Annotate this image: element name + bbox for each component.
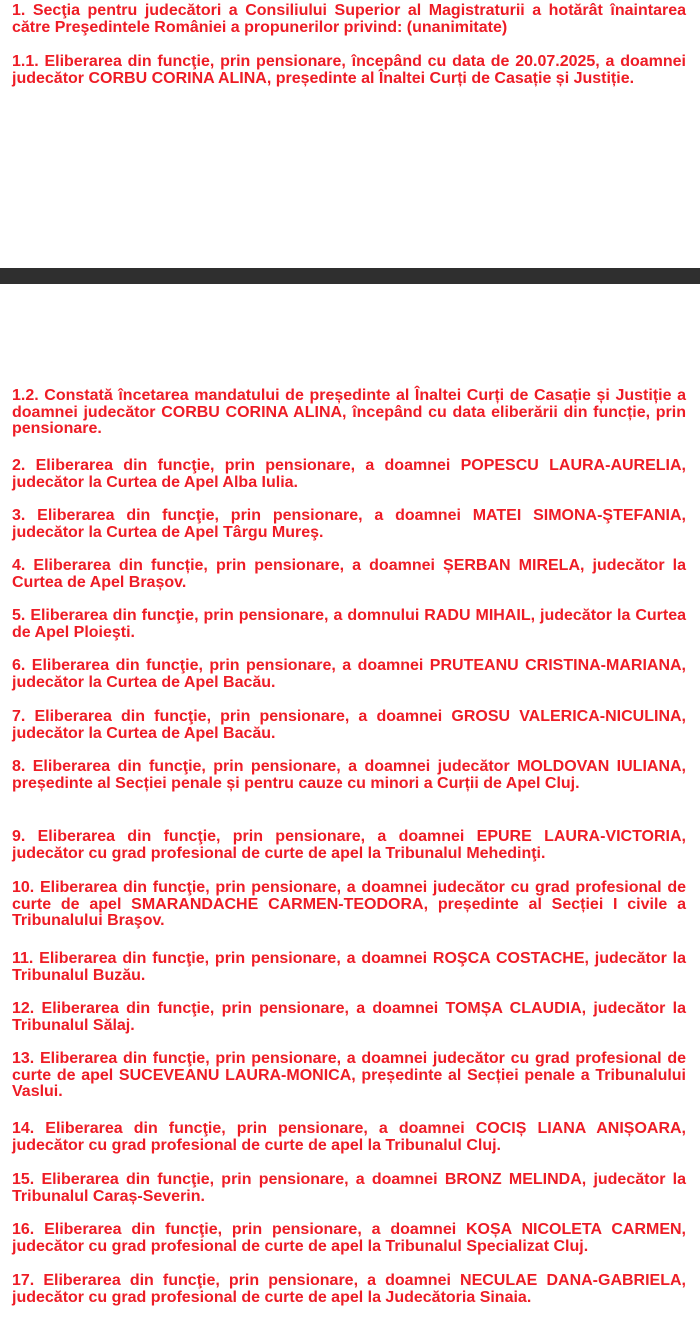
paragraph-11: 11. Eliberarea din funcţie, prin pensionare, a doamnei ROŞCA COSTACHE, judecător la Tribunalul Buzău. — [12, 950, 686, 984]
paragraph-1-intro: 1. Secţia pentru judecători a Consiliului Superior al Magistraturii a hotărât înaintarea către Preşedintele României a propunerilor privind: (unanimitate) — [12, 2, 686, 36]
paragraph-1-1: 1.1. Eliberarea din funcţie, prin pensionare, începând cu data de 20.07.2025, a doamnei judecător CORBU CORINA ALINA, președinte al Înaltei Curți de Casație și Justiție. — [12, 53, 686, 87]
paragraph-1-2: 1.2. Constată încetarea mandatului de președinte al Înaltei Curți de Casație și Justiție a doamnei judecător CORBU CORINA ALINA, începând cu data eliberării din funcție, prin pensionare. — [12, 387, 686, 437]
paragraph-13: 13. Eliberarea din funcţie, prin pensionare, a doamnei judecător cu grad profesional de curte de apel SUCEVEANU LAURA-MONICA, președinte al Secției penale a Tribunalului Vaslui. — [12, 1050, 686, 1100]
paragraph-17: 17. Eliberarea din funcţie, prin pensionare, a doamnei NECULAE DANA-GABRIELA, judecător cu grad profesional de curte de apel la Judecătoria Sinaia. — [12, 1272, 686, 1306]
paragraph-6: 6. Eliberarea din funcţie, prin pensionare, a doamnei PRUTEANU CRISTINA-MARIANA, judecător la Curtea de Apel Bacău. — [12, 657, 686, 691]
paragraph-14: 14. Eliberarea din funcţie, prin pensionare, a doamnei COCIȘ LIANA ANIȘOARA, judecător cu grad profesional de curte de apel la Tribunalul Cluj. — [12, 1120, 686, 1154]
paragraph-4: 4. Eliberarea din funcție, prin pensionare, a doamnei ȘERBAN MIRELA, judecător la Curtea de Apel Brașov. — [12, 557, 686, 591]
paragraph-8: 8. Eliberarea din funcţie, prin pensionare, a doamnei judecător MOLDOVAN IULIANA, președinte al Secției penale și pentru cauze cu minori a Curții de Apel Cluj. — [12, 758, 686, 792]
paragraph-12: 12. Eliberarea din funcţie, prin pensionare, a doamnei TOMȘA CLAUDIA, judecător la Tribunalul Sălaj. — [12, 1000, 686, 1034]
paragraph-10: 10. Eliberarea din funcţie, prin pensionare, a doamnei judecător cu grad profesional de curte de apel SMARANDACHE CARMEN-TEODORA, președinte al Secției I civile a Tribunalului Braşov. — [12, 879, 686, 929]
paragraph-2: 2. Eliberarea din funcţie, prin pensionare, a doamnei POPESCU LAURA-AURELIA, judecător la Curtea de Apel Alba Iulia. — [12, 457, 686, 491]
paragraph-3: 3. Eliberarea din funcţie, prin pensionare, a doamnei MATEI SIMONA-ŞTEFANIA, judecător la Curtea de Apel Târgu Mureş. — [12, 507, 686, 541]
paragraph-5: 5. Eliberarea din funcţie, prin pensionare, a domnului RADU MIHAIL, judecător la Curtea de Apel Ploieşti. — [12, 607, 686, 641]
page-divider — [0, 268, 700, 284]
paragraph-7: 7. Eliberarea din funcţie, prin pensionare, a doamnei GROSU VALERICA-NICULINA, judecător la Curtea de Apel Bacău. — [12, 708, 686, 742]
paragraph-15: 15. Eliberarea din funcţie, prin pensionare, a doamnei BRONZ MELINDA, judecător la Tribunalul Caraș-Severin. — [12, 1171, 686, 1205]
paragraph-16: 16. Eliberarea din funcţie, prin pensionare, a doamnei KOȘA NICOLETA CARMEN, judecător cu grad profesional de curte de apel la Tribunalul Specializat Cluj. — [12, 1221, 686, 1255]
paragraph-9: 9. Eliberarea din funcţie, prin pensionare, a doamnei EPURE LAURA-VICTORIA, judecător cu grad profesional de curte de apel la Tribunalul Mehedinţi. — [12, 828, 686, 862]
